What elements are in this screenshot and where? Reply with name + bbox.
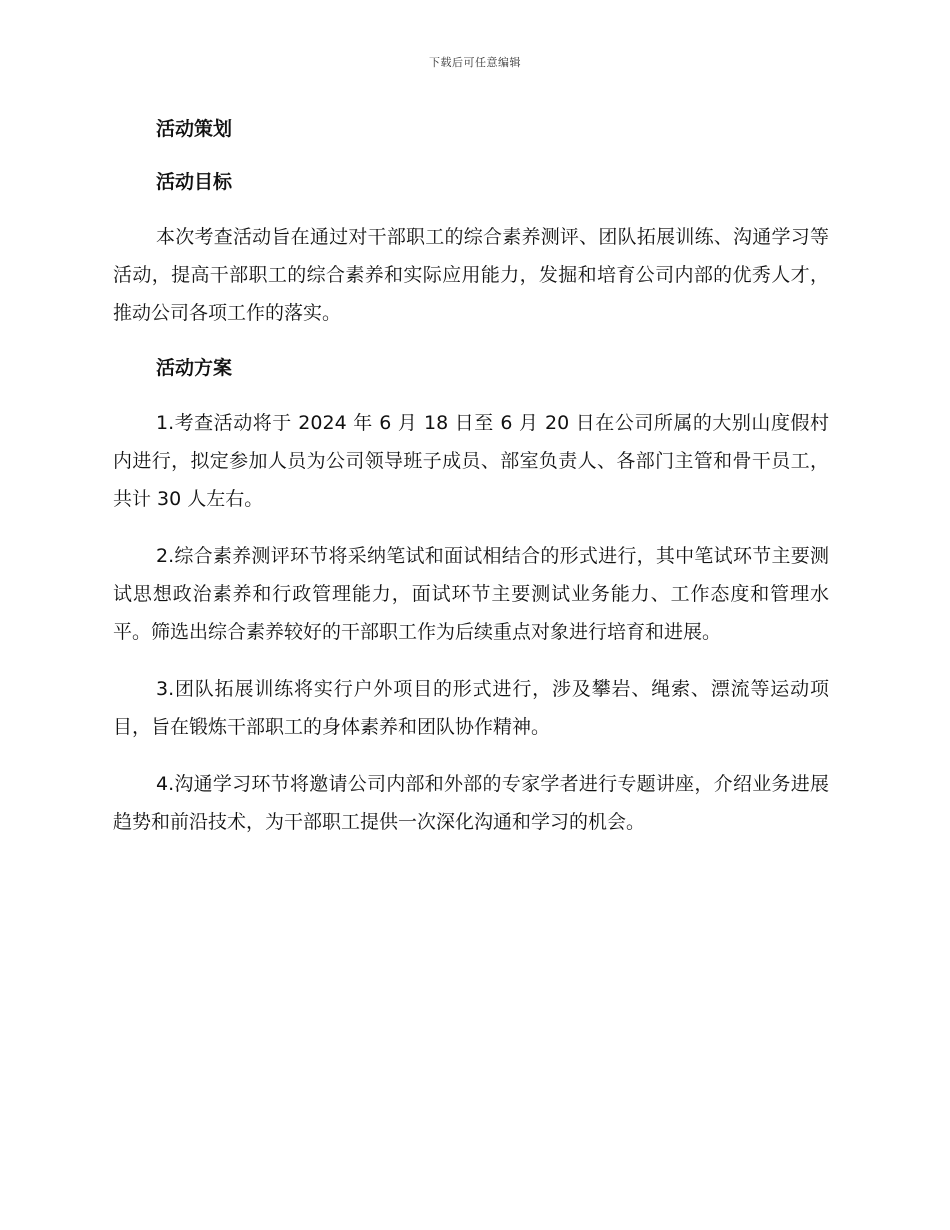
document-title: 活动策划 xyxy=(156,118,233,140)
plan-item-3: 3.团队拓展训练将实行户外项目的形式进行，涉及攀岩、绳索、漂流等运动项目，旨在锻炼干部职工的身体素养和团队协作精神。 xyxy=(113,678,829,738)
document-body xyxy=(113,112,829,860)
plan-item-2: 2.综合素养测评环节将采纳笔试和面试相结合的形式进行，其中笔试环节主要测试思想政治素养和行政管理能力，面试环节主要测试业务能力、工作态度和管理水平。筛选出综合素养较好的干部职工作为后续重点对象进行培育和进展。 xyxy=(113,545,829,643)
plan-item-1: 1.考查活动将于 2024 年 6 月 18 日至 6 月 20 日在公司所属的大别山度假村内进行，拟定参加人员为公司领导班子成员、部室负责人、各部门主管和骨干员工，共计 30 人左右。 xyxy=(113,412,829,510)
section-heading-goal: 活动目标 xyxy=(156,171,233,193)
plan-item-4: 4.沟通学习环节将邀请公司内部和外部的专家学者进行专题讲座，介绍业务进展趋势和前沿技术，为干部职工提供一次深化沟通和学习的机会。 xyxy=(113,773,829,833)
section-heading-plan: 活动方案 xyxy=(156,357,233,379)
header-note: 下载后可任意编辑 xyxy=(429,56,521,69)
goal-paragraph: 本次考查活动旨在通过对干部职工的综合素养测评、团队拓展训练、沟通学习等活动，提高干部职工的综合素养和实际应用能力，发掘和培育公司内部的优秀人才，推动公司各项工作的落实。 xyxy=(113,226,829,324)
